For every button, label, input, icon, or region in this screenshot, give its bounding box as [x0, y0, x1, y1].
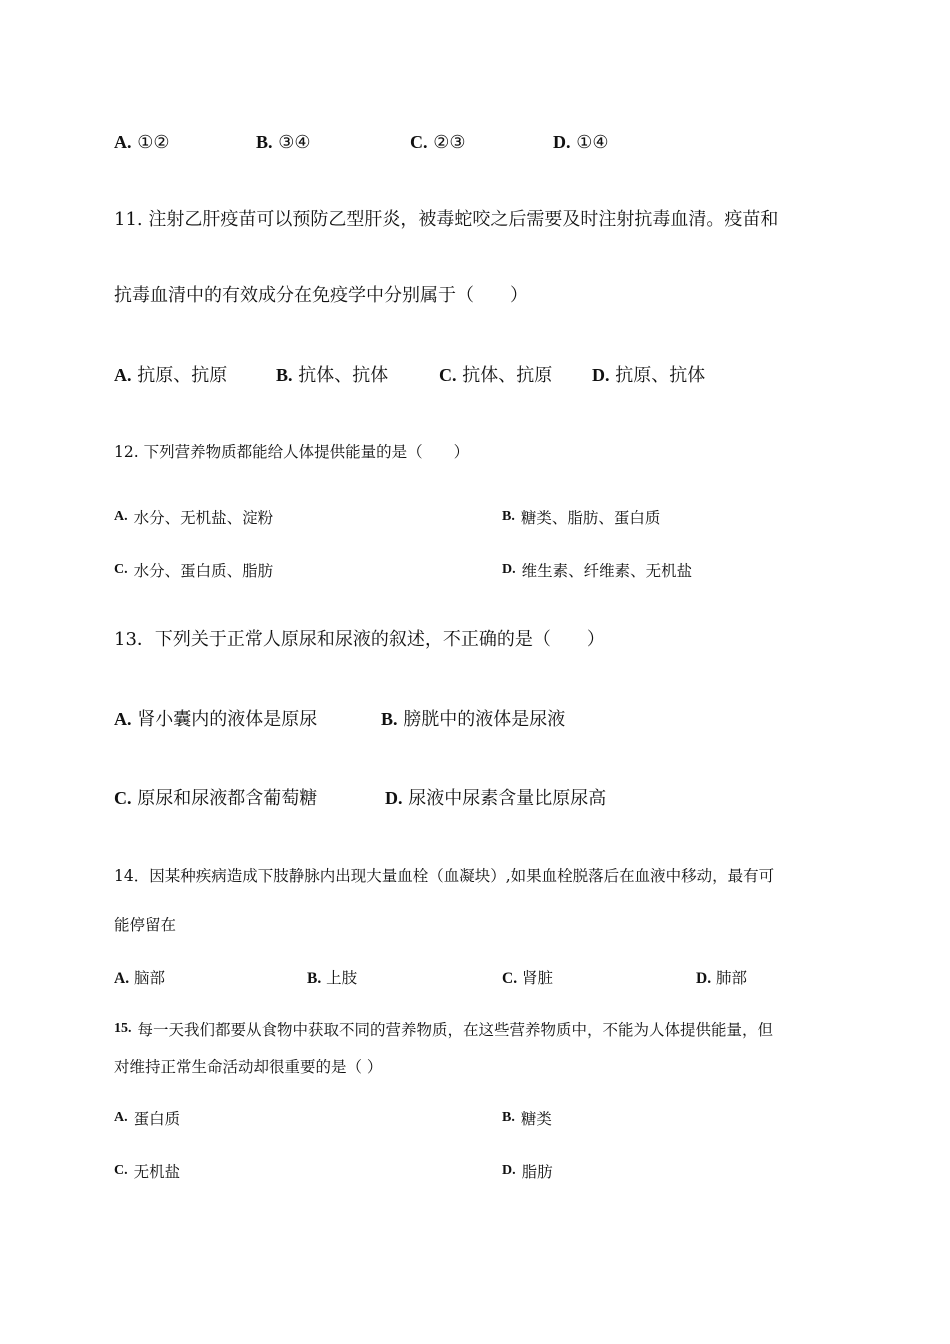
q11-stem-line-1: 11. 注射乙肝疫苗可以预防乙型肝炎，被毒蛇咬之后需要及时注射抗毒血清。疫苗和: [114, 209, 779, 230]
q12-option-d: D. 维生素、纤维素、无机盐: [502, 562, 693, 580]
q14-option-b: B. 上肢: [307, 969, 358, 987]
q10-option-c: C. ②③: [410, 132, 466, 153]
q15-option-b: B. 糖类: [502, 1110, 552, 1128]
q15-stem-line-1: 15. 每一天我们都要从食物中获取不同的营养物质，在这些营养物质中，不能为人体提供能量，但: [114, 1021, 774, 1039]
q12-option-c: C. 水分、蛋白质、脂肪: [114, 562, 274, 580]
q15-number: 15.: [114, 1021, 132, 1036]
q14-option-a: A. 脑部: [114, 969, 166, 987]
q12-stem: 12. 下列营养物质都能给人体提供能量的是（ ）: [114, 443, 470, 461]
q11-option-d: D. 抗原、抗体: [592, 365, 706, 386]
q11-option-b: B. 抗体、抗体: [276, 365, 389, 386]
q10-option-b: B. ③④: [256, 132, 311, 153]
q13-option-b: B. 膀胱中的液体是尿液: [381, 709, 566, 730]
q11-option-a: A. 抗原、抗原: [114, 365, 228, 386]
q14-stem-line-2: 能停留在: [114, 916, 177, 934]
q11-stem-line-2: 抗毒血清中的有效成分在免疫学中分别属于（ ）: [114, 285, 528, 306]
q12-option-b: B. 糖类、脂肪、蛋白质: [502, 509, 661, 527]
q13-stem: 13．下列关于正常人原尿和尿液的叙述，不正确的是（ ）: [114, 629, 605, 650]
q11-option-c: C. 抗体、抗原: [439, 365, 553, 386]
q15-option-a: A. 蛋白质: [114, 1110, 181, 1128]
q10-option-d: D. ①④: [553, 132, 609, 153]
q15-option-d: D. 脂肪: [502, 1163, 553, 1181]
q15-stem-line-2: 对维持正常生命活动却很重要的是（ ）: [114, 1058, 383, 1076]
q13-option-c: C. 原尿和尿液都含葡萄糖: [114, 788, 318, 809]
q10-option-a: A. ①②: [114, 132, 170, 153]
q12-option-a: A. 水分、无机盐、淀粉: [114, 509, 274, 527]
q13-option-d: D. 尿液中尿素含量比原尿高: [385, 788, 607, 809]
q14-option-c: C. 肾脏: [502, 969, 554, 987]
q15-option-c: C. 无机盐: [114, 1163, 181, 1181]
q14-stem-line-1: 14．因某种疾病造成下肢静脉内出现大量血栓（血凝块）,如果血栓脱落后在血液中移动，最有可: [114, 867, 775, 885]
q13-option-a: A. 肾小囊内的液体是原尿: [114, 709, 318, 730]
q14-option-d: D. 肺部: [696, 969, 748, 987]
